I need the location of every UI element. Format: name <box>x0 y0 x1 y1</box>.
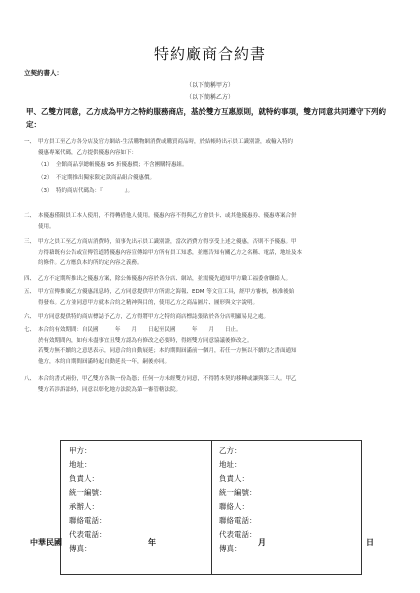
date-month: 月 <box>258 537 266 547</box>
clause-line: 本合約有效期間：自民國 年 月 日起至民國 年 月 日止。 <box>38 327 242 333</box>
clause-number: 七、 <box>24 327 36 333</box>
party-a-handler-field: 承辦人： <box>69 502 99 511</box>
party-info-table <box>60 440 362 575</box>
clause-line: 使用。 <box>38 223 55 230</box>
party-a-main-phone-field: 代表電話： <box>69 530 107 539</box>
offer-text: 全館商品享總帳優惠 95 折優惠價；不含團購特惠組。 <box>56 162 188 168</box>
clause-2 <box>24 211 400 232</box>
clause-line: 甲方員工至乙方各分店及官方網站-生活購物網消費或購買商品時，於結帳時出示員工識別證，或輸入特約 <box>38 139 293 145</box>
clause-5 <box>24 287 400 308</box>
party-roles <box>0 80 420 104</box>
clause-number: 一、 <box>24 139 36 145</box>
clause-line: 得發布。乙方並同意甲方就本合約之精神與目的，使用乙方之商品圖片、圖形與文字說明。 <box>38 299 259 306</box>
clause-line: 優惠專案代碼，乙方提供優惠內容如下： <box>38 149 138 156</box>
clause-line: 本優惠僅限員工本人使用，不得轉借他人使用。優惠內容不得與乙方會員卡、或其他優惠券、優惠專案合併 <box>38 213 297 219</box>
offer-text: 特約商店代碼為：『 』。 <box>56 188 134 194</box>
clause-line: 若雙方無不續約之意思表示，同意合約自動展延；本約期間屆滿前一個月，若任一方無以不續約之書面通知 <box>38 348 297 354</box>
clause-6 <box>24 312 400 323</box>
party-b-contact-phone-field: 聯絡電話： <box>219 516 257 525</box>
clause-number: 二、 <box>24 213 36 219</box>
party-b-address-field: 地址： <box>219 460 242 469</box>
clause-4 <box>24 274 400 285</box>
clause-line: 甲方同意提供特約商店標誌予乙方，乙方得將甲方之特約商店標誌張貼於各分店明顯易見之處。 <box>38 314 270 320</box>
party-a-role: （以下簡稱甲方） <box>185 82 234 89</box>
table-divider <box>211 441 212 574</box>
signers-line <box>24 68 63 77</box>
offer-3 <box>38 186 133 197</box>
party-a-name-field: 甲方： <box>69 446 92 455</box>
date-day: 日 <box>366 537 374 547</box>
party-a-address-field: 地址： <box>69 460 92 469</box>
clause-line: 甲方宣傳推廣乙方優惠訊息時，乙方同意提供甲方所需之海報、EDM 等文宣工具，經甲方審核，核准後始 <box>38 289 295 295</box>
offer-text: 不定期推出獨家限定款商品組合優惠價。 <box>56 175 156 181</box>
page-title: 特約廠商合約書 <box>153 45 266 63</box>
clause-number: 五、 <box>24 289 36 295</box>
party-a-fax-field: 傳真： <box>69 544 92 553</box>
party-b-role: （以下簡稱乙方） <box>185 94 234 101</box>
clause-number: 三、 <box>24 239 36 245</box>
party-b-name-field: 乙方： <box>219 446 242 455</box>
party-b-owner-field: 負責人： <box>219 474 249 483</box>
party-a-column <box>69 444 207 556</box>
signers-label: 立契約書人： <box>24 69 63 77</box>
clause-1 <box>24 137 400 158</box>
clause-3 <box>24 237 400 269</box>
offer-number: （2） <box>38 175 53 181</box>
offer-2 <box>38 173 155 184</box>
date-year: 年 <box>148 537 156 547</box>
clause-line: 乙方不定期所推出之優惠方案，除公佈優惠內容於各分店、網站，並需優先通知甲方職工福委會聯絡人。 <box>38 276 292 282</box>
clause-number: 六、 <box>24 314 36 320</box>
clause-line: 他方，本約自期間屆滿時起自動延長一年，嗣後亦同。 <box>38 358 171 365</box>
clause-line: 甲方之員工至乙方商店消費時，須事先出示員工識別證，當次消費方得享受上述之優惠，否則不予優惠。甲 <box>38 239 297 245</box>
party-b-tax-id-field: 統一編號： <box>219 488 257 497</box>
date-era: 中華民國 <box>30 537 62 547</box>
clause-line: 約條件。乙方應負本約所約定內容之義務。 <box>38 260 143 266</box>
party-a-contact-phone-field: 聯絡電話： <box>69 516 107 525</box>
clause-7 <box>24 325 400 367</box>
clause-line: 雙方若涉訴訟時，同意以彰化地方法院為第一審管轄法院。 <box>38 386 182 393</box>
clause-number: 八、 <box>24 376 36 382</box>
clause-line: 方得藉既有公告或宣傳管道將優惠內容宣傳給甲方所有員工知悉，並應告知有關乙方之名稱、電話，地址及本 <box>38 249 303 256</box>
intro-paragraph: 甲、乙雙方同意，乙方成為甲方之特約服務商店，基於雙方互惠原則，就特約事項，雙方同意共同遵守下列約定： <box>26 107 386 129</box>
clause-line: 本合約書式兩份，甲乙雙方各執一份為憑；任何一方未經雙方同意，不得將本契約移轉或讓與第三人。甲乙 <box>38 376 297 382</box>
offer-number: （3） <box>38 188 53 194</box>
clause-8 <box>24 374 400 395</box>
party-a-tax-id-field: 統一編號： <box>69 488 107 497</box>
offer-number: （1） <box>38 162 53 168</box>
party-b-fax-field: 傳真： <box>219 544 242 553</box>
party-b-column <box>219 444 357 556</box>
clause-number: 四、 <box>24 276 36 282</box>
party-b-main-phone-field: 代表電話： <box>219 530 257 539</box>
party-b-contact-field: 聯絡人： <box>219 502 249 511</box>
party-a-owner-field: 負責人： <box>69 474 99 483</box>
clause-line: 於有效期間內，如有未盡事宜且雙方認為有修改之必要時，得經雙方同意協議後修改之。 <box>38 337 253 344</box>
offer-1 <box>38 160 188 171</box>
